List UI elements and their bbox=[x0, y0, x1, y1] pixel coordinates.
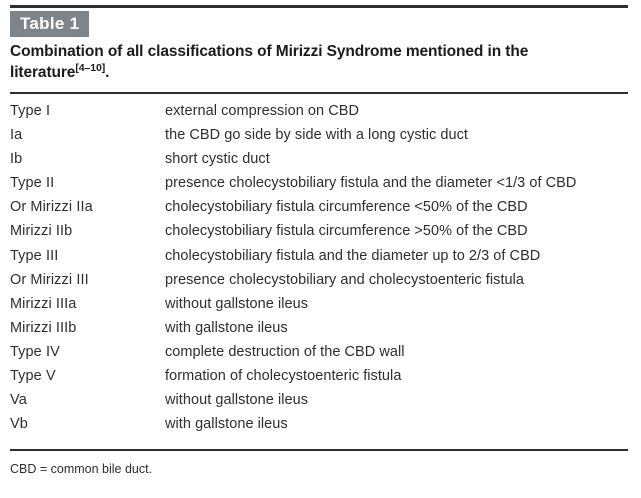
table-caption-citation: [4–10] bbox=[75, 61, 106, 74]
table-row bbox=[10, 388, 628, 412]
table-cell-description: cholecystobiliary fistula and the diameter up to 2/3 of CBD bbox=[165, 247, 541, 264]
table-row bbox=[10, 147, 628, 171]
table-cell-description: formation of cholecystoenteric fistula bbox=[165, 368, 402, 385]
table-cell-type: Mirizzi IIb bbox=[10, 223, 73, 240]
table-cell-description: presence cholecystobiliary fistula and the diameter <1/3 of CBD bbox=[165, 175, 577, 192]
table-caption-text: Combination of all classifications of Mirizzi Syndrome mentioned in the literature bbox=[10, 43, 529, 81]
table-row bbox=[10, 195, 628, 219]
table-row bbox=[10, 171, 628, 195]
table-cell-description: without gallstone ileus bbox=[165, 392, 309, 409]
table-row bbox=[10, 219, 628, 243]
table-cell-type: Ia bbox=[10, 127, 23, 144]
table-cell-type: Vb bbox=[10, 416, 28, 433]
table-row bbox=[10, 268, 628, 292]
table-cell-description: with gallstone ileus bbox=[165, 319, 288, 336]
table-cell-description: complete destruction of the CBD wall bbox=[165, 343, 405, 360]
table-cell-type: Or Mirizzi III bbox=[10, 271, 89, 288]
table-cell-type: Or Mirizzi IIa bbox=[10, 199, 93, 216]
table-row bbox=[10, 292, 628, 316]
table-cell-type: Type II bbox=[10, 175, 55, 192]
table-cell-description: cholecystobiliary fistula circumference >50% of the CBD bbox=[165, 223, 528, 240]
table-row bbox=[10, 99, 628, 123]
table-cell-type: Mirizzi IIIa bbox=[10, 295, 77, 312]
table-cell-description: the CBD go side by side with a long cystic duct bbox=[165, 127, 468, 144]
table-cell-type: Type V bbox=[10, 368, 56, 385]
table-row bbox=[10, 123, 628, 147]
table-caption bbox=[10, 41, 610, 83]
table-row bbox=[10, 340, 628, 364]
table-footnote: CBD = common bile duct. bbox=[10, 462, 153, 476]
table-caption-period: . bbox=[105, 64, 110, 81]
table-number-badge: Table 1 bbox=[10, 11, 89, 37]
table-cell-description: cholecystobiliary fistula circumference <50% of the CBD bbox=[165, 199, 528, 216]
table-top-rule bbox=[10, 5, 628, 8]
table-row bbox=[10, 316, 628, 340]
table-bottom-rule bbox=[10, 449, 628, 451]
table-cell-type: Type I bbox=[10, 103, 51, 119]
table-cell-type: Va bbox=[10, 392, 27, 409]
table-cell-description: without gallstone ileus bbox=[165, 295, 309, 312]
table-cell-description: short cystic duct bbox=[165, 151, 270, 168]
table-cell-description: presence cholecystobiliary and cholecystoenteric fistula bbox=[165, 271, 525, 288]
table-header-rule bbox=[10, 92, 628, 94]
table-row bbox=[10, 244, 628, 268]
table-cell-description: external compression on CBD bbox=[165, 103, 359, 119]
table-cell-type: Type III bbox=[10, 247, 59, 264]
table-row bbox=[10, 412, 628, 436]
table-cell-type: Mirizzi IIIb bbox=[10, 319, 77, 336]
table-cell-description: with gallstone ileus bbox=[165, 416, 288, 433]
table-row bbox=[10, 364, 628, 388]
table-cell-type: Type IV bbox=[10, 343, 60, 360]
table-cell-type: Ib bbox=[10, 151, 23, 168]
table-body bbox=[10, 99, 628, 436]
